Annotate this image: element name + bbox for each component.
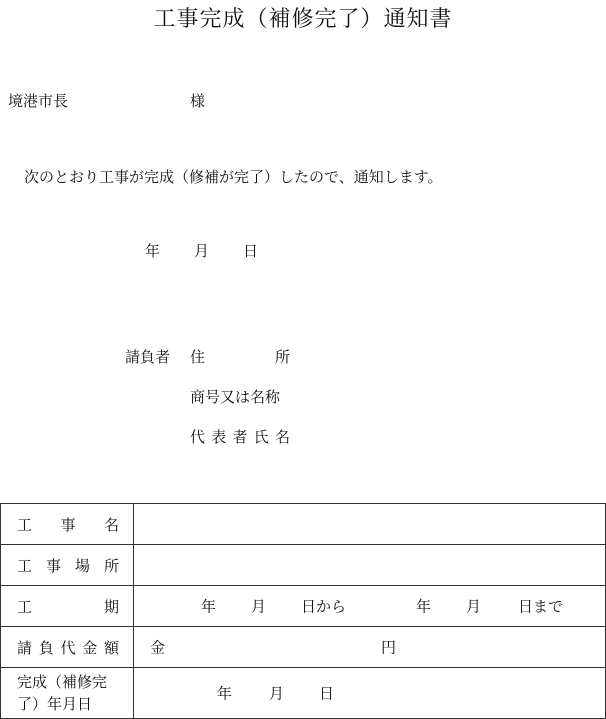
amount-suffix: 円	[381, 638, 397, 657]
work-name-field[interactable]	[134, 504, 606, 545]
document-title: 工事完成（補修完了）通知書	[153, 7, 453, 32]
date-year: 年	[145, 242, 161, 260]
address-label: 住 所	[190, 348, 290, 366]
notice-text: 次のとおり工事が完成（修補が完了）したので、通知します。	[24, 168, 443, 186]
work-name-label: 工 事 名	[1, 504, 134, 545]
info-table	[0, 503, 606, 719]
table-row	[1, 504, 606, 545]
contract-amount-label: 請 負 代 金 額	[1, 627, 134, 668]
period-to-day: 日まで	[518, 597, 564, 616]
addressee: 境港市長	[8, 92, 69, 110]
contract-amount-field[interactable]	[134, 627, 606, 668]
completion-day: 日	[319, 684, 335, 703]
table-row	[1, 668, 606, 719]
completion-year: 年	[217, 684, 233, 703]
contractor-label: 請負者	[125, 348, 171, 366]
honorific: 様	[190, 92, 206, 110]
trade-name-label: 商号又は名称	[190, 388, 281, 406]
work-location-field[interactable]	[134, 545, 606, 586]
completion-date-field[interactable]	[134, 668, 606, 719]
representative-label: 代 表 者 氏 名	[190, 428, 290, 446]
amount-prefix: 金	[150, 638, 166, 657]
table-row	[1, 586, 606, 627]
period-to-year: 年	[416, 597, 432, 616]
date-month: 月	[194, 242, 210, 260]
period-from-month: 月	[251, 597, 267, 616]
table-row	[1, 627, 606, 668]
work-location-label: 工 事 場 所	[1, 545, 134, 586]
period-to-month: 月	[466, 597, 482, 616]
completion-month: 月	[269, 684, 285, 703]
table-row	[1, 545, 606, 586]
period-from-day: 日から	[301, 597, 347, 616]
period-from-year: 年	[201, 597, 217, 616]
date-day: 日	[243, 242, 259, 260]
work-period-field[interactable]	[134, 586, 606, 627]
completion-date-label: 完成（補修完 了）年月日	[1, 668, 134, 719]
work-period-label: 工 期	[1, 586, 134, 627]
